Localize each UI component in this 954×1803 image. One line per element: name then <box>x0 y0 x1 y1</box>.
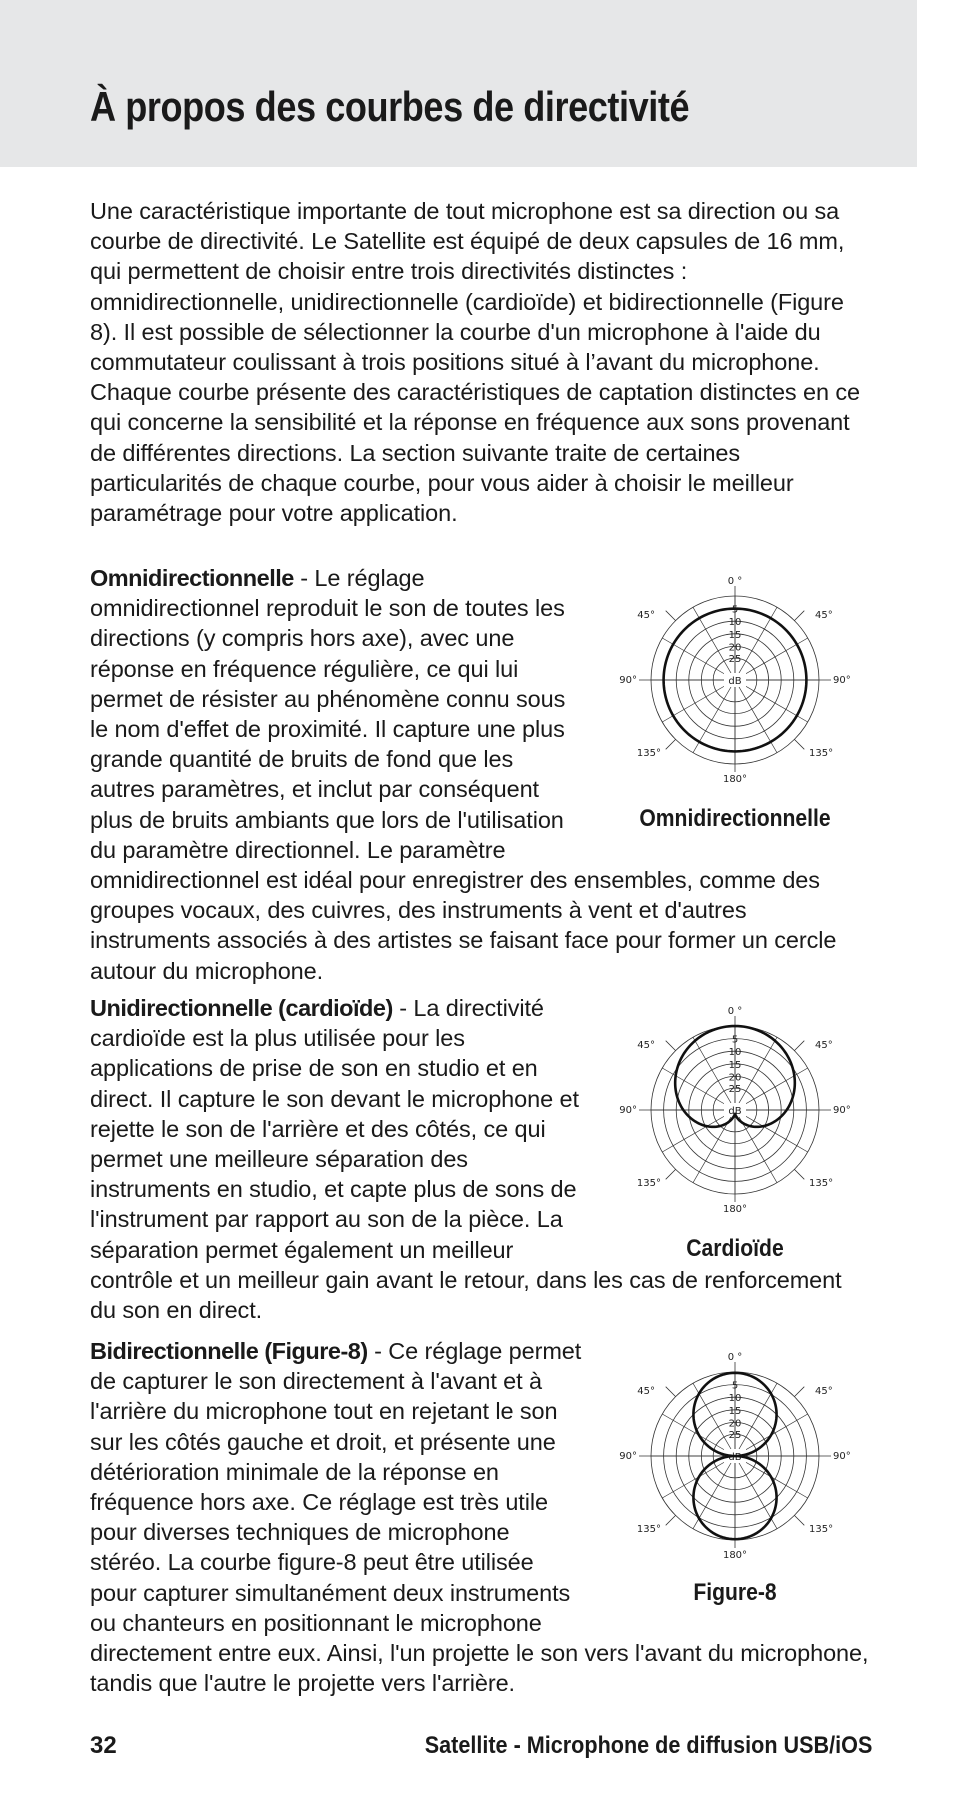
angle-label: 45° <box>815 1386 833 1397</box>
page-number: 32 <box>90 1732 117 1759</box>
polar-plot <box>610 568 860 808</box>
figure8-polar-diagram <box>610 1344 860 1604</box>
angle-label: 135° <box>636 748 661 759</box>
angle-label: 45° <box>637 1040 655 1051</box>
angle-label: 0 ° <box>727 1006 743 1017</box>
intro-text: Une caractéristique importante de tout microphone est sa direction ou sa courbe de directivité. Le Satellite est équipé de deux capsules de 16 mm, qui permettent de choisir entre trois directivités distinctes : omnidirectionnelle, unidirectionnelle (cardioïde) et bidirectionnelle (Figure 8). Il est possible de sélectionner la courbe d'un microphone à l'aide du commutateur coulissant à trois positions situé à l’avant du microphone. Chaque courbe présente des caractéristiques de captation distinctes en ce qui concerne la sensibilité et la réponse en fréquence aux sons provenant de différentes directions. La section suivante traite de certaines particularités de chaque courbe, pour vous aider à choisir le meilleur paramétrage pour votre application. <box>90 198 860 527</box>
db-ring-label: 20 <box>728 1072 742 1084</box>
angle-label: 135° <box>636 1178 661 1189</box>
axis-diagonal <box>666 1515 676 1525</box>
db-ring-label: 25 <box>728 654 742 666</box>
angle-label: 45° <box>637 610 655 621</box>
angle-label: 90° <box>833 1105 851 1116</box>
db-ring-label: 25 <box>728 1084 742 1096</box>
section-heading: Omnidirectionnelle <box>90 565 294 591</box>
axis-diagonal <box>666 739 676 749</box>
axis-diagonal <box>794 1515 804 1525</box>
angle-label: 45° <box>815 610 833 621</box>
angle-label: 90° <box>619 1105 637 1116</box>
angle-label: 0 ° <box>727 576 743 587</box>
section-body: - Ce réglage permet de capturer le son directement à l'avant et à l'arrière du microphone tout en rejetant le son sur les côtés gauche et droit, et présente une détérioration minimale de la réponse en fréquence hors axe. Ce réglage est très utile pour diverses techniques de microphone stéréo. La courbe figure-8 peut être utilisée pour capturer simultanément deux instruments ou chanteurs en positionnant le microphone directement entre eux. Ainsi, l'un projette le son vers l'avant du microphone, tandis que l'autre le projette vers l'arrière. <box>90 1338 869 1697</box>
section-body: - Le réglage omnidirectionnel reproduit le son de toutes les directions (y compris hors axe), avec une réponse en fréquence régulière, ce qui lui permet de résister au phénomène connu sous le nom d'effet de proximité. Il capture une plus grande quantité de bruits de fond que les autres paramètres, et inclut par conséquent plus de bruits ambiants que lors de l'utilisation du paramètre directionnel. Le paramètre omnidirectionnel est idéal pour enregistrer des ensembles, comme des groupes vocaux, des cuivres, des instruments à vent et d'autres instruments associés à des artistes se faisant face pour former un cercle autour du microphone. <box>90 565 837 984</box>
axis-diagonal <box>794 1169 804 1179</box>
section-heading: Bidirectionnelle (Figure-8) <box>90 1338 368 1364</box>
diagram-caption: Figure-8 <box>693 1579 777 1606</box>
axis-diagonal <box>666 1041 676 1051</box>
omnidirectional-polar-diagram <box>610 568 860 832</box>
db-ring-label: 5 <box>731 604 739 616</box>
axis-diagonal <box>794 739 804 749</box>
axis-diagonal <box>666 611 676 621</box>
db-ring-label: 5 <box>731 1380 739 1392</box>
db-ring-label: 20 <box>728 642 742 654</box>
intro-paragraph <box>90 196 870 528</box>
angle-label: 90° <box>619 675 637 686</box>
section-heading: Unidirectionnelle (cardioïde) <box>90 995 393 1021</box>
angle-label: 0 ° <box>727 1352 743 1363</box>
axis-diagonal <box>794 611 804 621</box>
page-title: À propos des courbes de directivité <box>90 83 690 130</box>
angle-label: 135° <box>809 1178 834 1189</box>
angle-label: 180° <box>722 774 748 785</box>
angle-label: 135° <box>809 748 834 759</box>
angle-label: 135° <box>636 1524 661 1535</box>
db-unit-label: dB <box>728 1106 742 1117</box>
polar-plot <box>610 1344 860 1584</box>
db-ring-label: 10 <box>728 617 742 629</box>
axis-diagonal <box>794 1387 804 1397</box>
angle-label: 90° <box>833 675 851 686</box>
section-body: - La directivité cardioïde est la plus utilisée pour les applications de prise de son en studio et en direct. Il capture le son devant le microphone et rejette le son de l'arrière et des côtés, ce qui permet une meilleure séparation des instruments en studio, et capte plus de sons de l'instrument par rapport au son de la pièce. La séparation permet également un meilleur contrôle et un meilleur gain avant le retour, dans les cas de renforcement du son en direct. <box>90 995 842 1324</box>
angle-label: 90° <box>619 1451 637 1462</box>
axis-diagonal <box>794 1041 804 1051</box>
db-ring-label: 15 <box>728 1059 742 1071</box>
axis-diagonal <box>666 1387 676 1397</box>
footer-title: Satellite - Microphone de diffusion USB/iOS <box>424 1732 872 1759</box>
angle-label: 45° <box>637 1386 655 1397</box>
diagram-caption: Omnidirectionnelle <box>639 805 831 832</box>
db-unit-label: dB <box>728 676 742 687</box>
db-ring-label: 5 <box>731 1034 739 1046</box>
axis-diagonal <box>666 1169 676 1179</box>
db-ring-label: 10 <box>728 1393 742 1405</box>
angle-label: 180° <box>722 1550 748 1561</box>
angle-label: 180° <box>722 1204 748 1215</box>
db-ring-label: 10 <box>728 1047 742 1059</box>
db-ring-label: 15 <box>728 629 742 641</box>
diagram-caption: Cardioïde <box>686 1235 784 1262</box>
db-ring-label: 20 <box>728 1418 742 1430</box>
polar-plot <box>610 998 860 1238</box>
db-ring-label: 25 <box>728 1430 742 1442</box>
angle-label: 135° <box>809 1524 834 1535</box>
db-ring-label: 15 <box>728 1405 742 1417</box>
db-unit-label: dB <box>728 1452 742 1463</box>
cardioid-polar-diagram <box>610 998 860 1262</box>
angle-label: 90° <box>833 1451 851 1462</box>
angle-label: 45° <box>815 1040 833 1051</box>
